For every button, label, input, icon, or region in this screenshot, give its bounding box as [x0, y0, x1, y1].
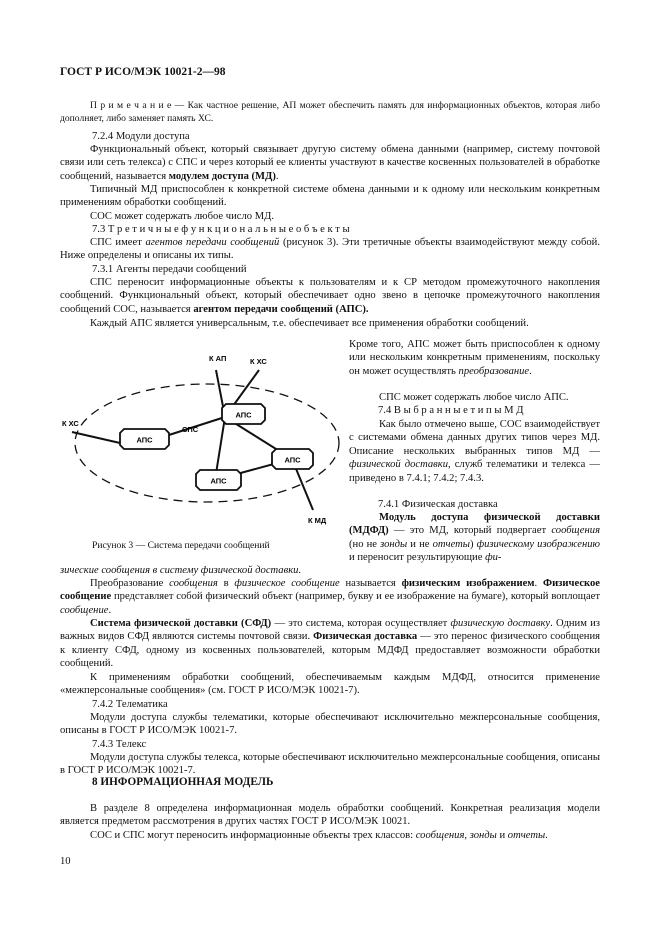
document-header: ГОСТ Р ИСО/МЭК 10021-2—98: [60, 66, 226, 78]
paragraph: Преобразование сообщения в физическое сообщение называется физическим изображением. Физическое сообщение представляет собой физический объект (например, букву и ее изображение на бумаге), который воплощает сообщение.: [60, 578, 601, 616]
ext-label-xs-top: К ХС: [250, 357, 267, 366]
note-paragraph: П р и м е ч а н и е — Как частное решение, АП может обеспечить память для информационных объектов, которая либо дополняет, либо заменяет память ХС.: [60, 100, 600, 124]
page-number: 10: [60, 856, 71, 867]
paragraph: Как было отмечено выше, СОС взаимодействует с системами обмена данных других типов через МД. Описание нескольких выбранных типов МД — физической доставки, служб телематики и телекса — приведено в 7.4.1; 7.4.2; 7.4.3.: [349, 419, 600, 484]
paragraph: Модули доступа службы телематики, которые обеспечивают исключительно межперсональные сообщения, описаны в ГОСТ Р ИСО/МЭК 10021-7.: [60, 712, 600, 737]
paragraph: зические сообщения в систему физической доставки.: [60, 565, 302, 576]
node-aps-1: [120, 429, 169, 449]
figure-3-diagram: [60, 342, 350, 532]
section-7-4-3-heading: 7.4.3 Телекс: [92, 739, 147, 750]
svg-text:АПС: АПС: [284, 455, 301, 465]
paragraph: Функциональный объект, который связывает другую систему обмена данными (например, систему почтовой связи или сеть телекса) с СПС и через который ее клиенты участвуют в качестве косвенных пользователей в обработке сообщений, называется модулем доступа (МД).: [60, 144, 600, 182]
section-7-2-4-heading: 7.2.4 Модули доступа: [92, 131, 190, 142]
section-7-4-1-heading: 7.4.1 Физическая доставка: [378, 499, 498, 510]
paragraph: Модуль доступа физической доставки (МДФД) — это МД, который подвергает сообщения (но не зонды и не отчеты) физическому изображению и переносит результирующие фи-: [349, 512, 600, 564]
svg-text:АПС: АПС: [136, 435, 153, 445]
paragraph: В разделе 8 определена информационная модель обработки сообщений. Конкретная реализация модели является предметом рассмотрения в других частях ГОСТ Р ИСО/МЭК 10021.: [60, 803, 600, 828]
section-8-heading: 8 ИНФОРМАЦИОННАЯ МОДЕЛЬ: [92, 776, 274, 788]
section-7-4-2-heading: 7.4.2 Телематика: [92, 699, 168, 710]
paragraph: СПС имеет агентов передачи сообщений (рисунок 3). Эти третичные объекты взаимодействуют между собой. Ниже определены и описаны их типы.: [60, 237, 600, 262]
paragraph: Модули доступа службы телекса, которые обеспечивают исключительно межперсональные сообщения, описаны в ГОСТ Р ИСО/МЭК 10021-7.: [60, 752, 600, 777]
paragraph: СОС и СПС могут переносить информационные объекты трех классов: сообщения, зонды и отчеты.: [90, 830, 548, 841]
node-aps-4: [272, 449, 313, 469]
section-7-4-heading: 7.4 В ы б р а н н ы е т и п ы М Д: [378, 405, 524, 416]
spc-label: СПС: [182, 425, 199, 434]
svg-text:АПС: АПС: [235, 410, 252, 420]
node-aps-3: [196, 470, 241, 490]
paragraph: Каждый АПС является универсальным, т.е. обеспечивает все применения обработки сообщений.: [90, 318, 529, 329]
links: [72, 370, 313, 510]
section-7-3-heading: 7.3 Т р е т и ч н ы е ф у н к ц и о н а л ь н ы е о б ъ е к т ы: [92, 224, 350, 235]
ext-label-ap: К АП: [209, 354, 227, 363]
node-aps-2: [222, 404, 265, 424]
figure-caption: Рисунок 3 — Система передачи сообщений: [92, 540, 270, 551]
paragraph: СОС может содержать любое число МД.: [90, 211, 274, 222]
ext-label-xs-left: К ХС: [62, 419, 79, 428]
paragraph: Система физической доставки (СФД) — это система, которая осуществляет физическую доставку. Одним из важных видов СФД являются системы почтовой связи. Физическая доставка — это перенос физического сообщения к клиенту СФД, одному из косвенных пользователей, которым МДФД предоставляет возможности обработки сообщений.: [60, 618, 600, 670]
paragraph: СПС переносит информационные объекты к пользователям и к СР методом промежуточного накопления сообщений. Функциональный объект, который обеспечивает одно звено в цепочке промежуточного накопления сообщений СОС, называется агентом передачи сообщений (АПС).: [60, 277, 600, 315]
paragraph: СПС может содержать любое число АПС.: [379, 392, 569, 403]
svg-text:АПС: АПС: [210, 476, 227, 486]
paragraph: Кроме того, АПС может быть приспособлен к одному или нескольким конкретным применениям, поскольку он может осуществлять преобразование.: [349, 339, 600, 377]
paragraph: Типичный МД приспособлен к конкретной системе обмена данными и к одному или нескольким конкретным применениям обработки сообщений.: [60, 184, 600, 209]
section-7-3-1-heading: 7.3.1 Агенты передачи сообщений: [92, 264, 247, 275]
ext-label-md: К МД: [308, 516, 327, 525]
paragraph: К применениям обработки сообщений, обеспечиваемым каждым МДФД, относится применение «межперсональные сообщения» (см. ГОСТ Р ИСО/МЭК 10021-7).: [60, 672, 600, 697]
